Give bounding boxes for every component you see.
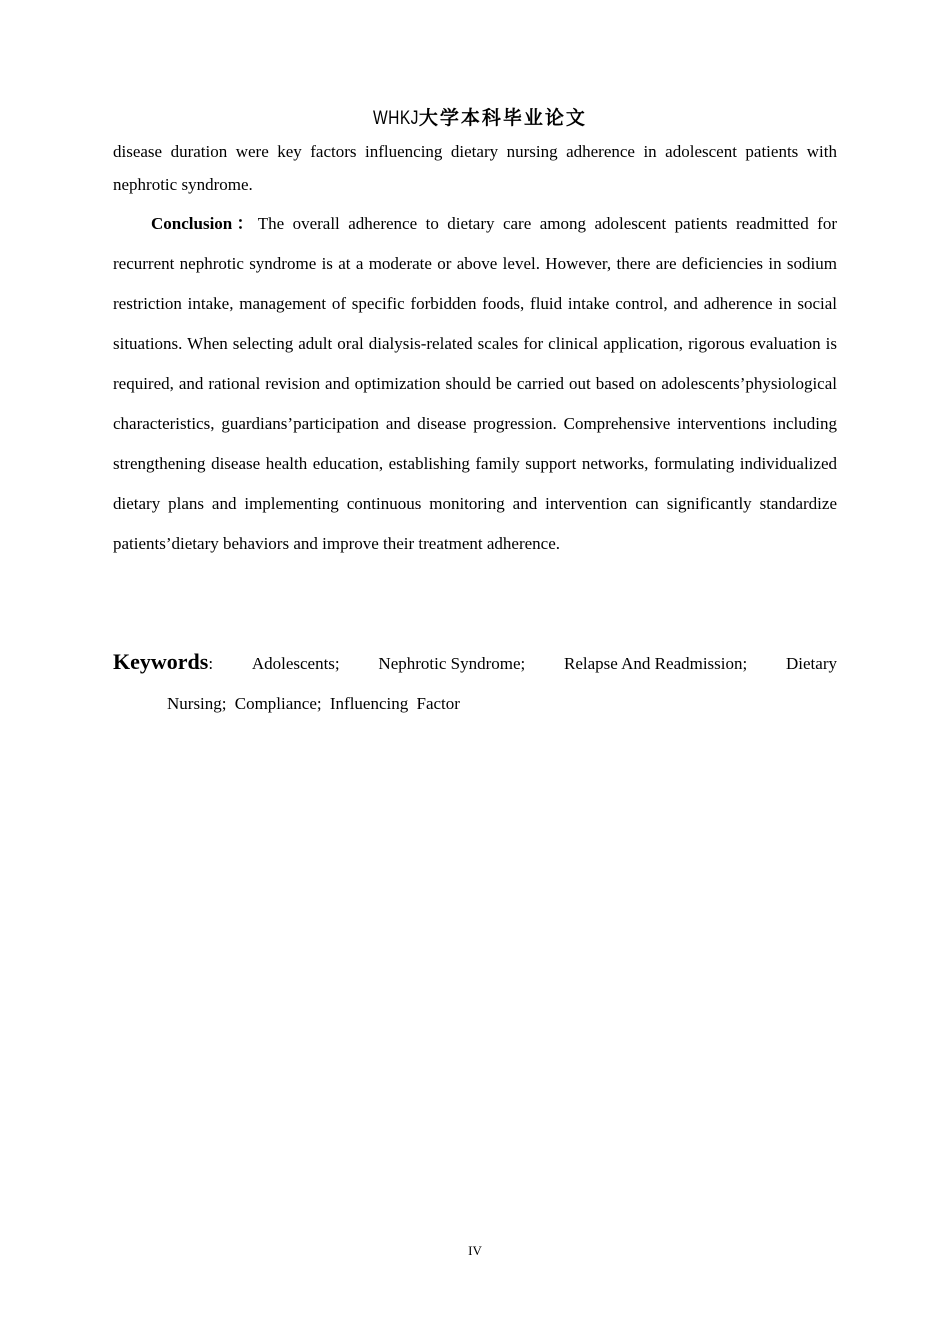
keyword-item: Nursing; (167, 694, 227, 713)
page-number: IV (468, 1243, 482, 1258)
header-institution-code: WHKJ (373, 108, 419, 129)
keywords-colon: : (208, 654, 214, 673)
intro-paragraph: disease duration were key factors influencing dietary nursing adherence in adolescent patients with nephrotic syndrome. (113, 142, 837, 194)
keyword-item: Nephrotic Syndrome; (378, 654, 526, 673)
keyword-item: Influencing Factor (329, 694, 460, 713)
conclusion-paragraph (113, 204, 837, 564)
conclusion-label: Conclusion： (151, 214, 258, 233)
header-title: 大学本科毕业论文 (418, 108, 587, 129)
keyword-item: Adolescents; (251, 654, 340, 673)
keywords-line-1 (113, 642, 837, 684)
keyword-item: Dietary (786, 654, 837, 673)
keyword-item: Relapse And Readmission; (564, 654, 748, 673)
page-header (0, 106, 950, 132)
keywords-label: Keywords (113, 649, 209, 674)
keywords-section (113, 642, 837, 724)
keywords-line-2 (113, 684, 837, 724)
keyword-item: Compliance; (234, 694, 322, 713)
conclusion-text: The overall adherence to dietary care among adolescent patients readmitted for recurrent nephrotic syndrome is at a moderate or above level. However, there are deficiencies in sodium restriction intake, management of specific forbidden foods, fluid intake control, and adherence in social situations. When selecting adult oral dialysis-related scales for clinical application, rigorous evaluation is required, and rational revision and optimization should be carried out based on adolescents’physiological characteristics, guardians’participation and disease progression. Comprehensive interventions including strengthening disease health education, establishing family support networks, formulating individualized dietary plans and implementing continuous monitoring and intervention can significantly standardize patients’dietary behaviors and improve their treatment adherence. (113, 214, 837, 553)
keywords-heading (113, 642, 213, 684)
